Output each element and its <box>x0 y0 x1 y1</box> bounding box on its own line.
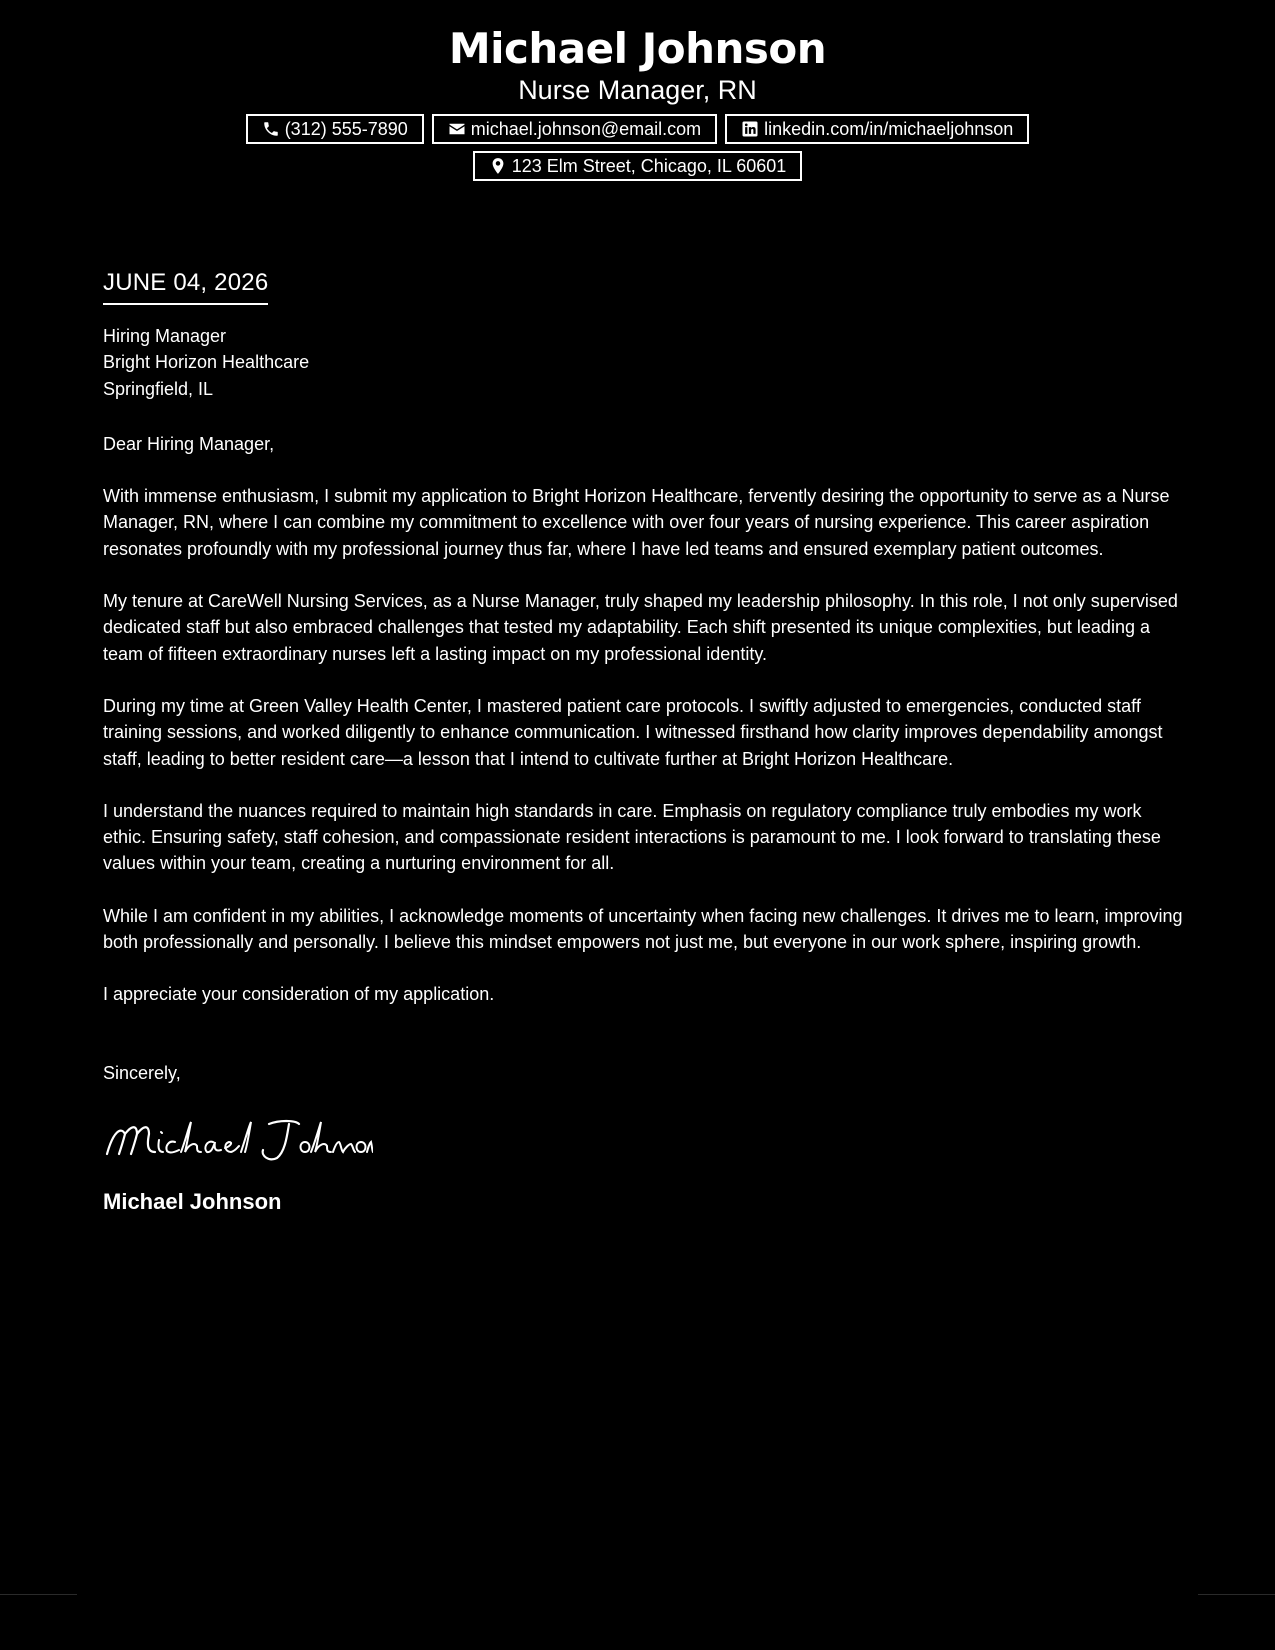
signer-name: Michael Johnson <box>103 1188 282 1214</box>
phone-chip <box>246 114 424 144</box>
address-text: 123 Elm Street, Chicago, IL 60601 <box>511 156 787 176</box>
letter-paragraph: My tenure at CareWell Nursing Services, as a Nurse Manager, truly shaped my leadership philosophy. In this role, I not only supervised dedicated staff but also embraced challenges that tested my adaptability. Each shift presented its unique complexities, but leading a team of fifteen extraordinary nurses left a lasting impact on my professional identity. <box>103 591 1178 664</box>
letter-header <box>0 24 1275 181</box>
handwritten-signature <box>103 1112 1183 1168</box>
applicant-title: Nurse Manager, RN <box>518 75 757 105</box>
signature-image <box>103 1112 373 1168</box>
phone-icon <box>262 120 280 138</box>
letter-paragraph: I appreciate your consideration of my application. <box>103 984 495 1005</box>
footer-divider-left <box>0 1594 77 1595</box>
envelope-icon <box>448 120 466 138</box>
map-pin-icon <box>489 157 507 175</box>
salutation: Dear Hiring Manager, <box>103 433 275 454</box>
letter-paragraph: During my time at Green Valley Health Center, I mastered patient care protocols. I swiftly adjusted to emergencies, conducted staff training sessions, and worked diligently to enhance communication. I witnessed firsthand how clarity improves dependability amongst staff, leading to better resident care—a lesson that I intend to cultivate further at Bright Horizon Healthcare. <box>103 695 1163 769</box>
footer-divider-right <box>1198 1594 1275 1595</box>
letter-date: JUNE 04, 2026 <box>103 268 268 305</box>
email-text: michael.johnson@email.com <box>470 119 702 139</box>
contact-row <box>0 114 1275 144</box>
linkedin-icon <box>741 120 759 138</box>
letter-body <box>103 268 1183 1216</box>
closing: Sincerely, <box>103 1062 181 1083</box>
letter-paragraph: While I am confident in my abilities, I acknowledge moments of uncertainty when facing new challenges. It drives me to learn, improving both professionally and personally. I believe this mindset empowers not just me, but everyone in our work sphere, inspiring growth. <box>103 905 1183 953</box>
linkedin-text: linkedin.com/in/michaeljohnson <box>764 119 1014 139</box>
letter-paragraph: With immense enthusiasm, I submit my application to Bright Horizon Healthcare, fervently desiring the opportunity to serve as a Nurse Manager, RN, where I can combine my commitment to excellence with over four years of nursing experience. This career aspiration resonates profoundly with my professional journey thus far, where I have led teams and ensured exemplary patient outcomes. <box>103 486 1170 559</box>
recipient-line: Hiring Manager <box>103 326 227 346</box>
letter-paragraph: I understand the nuances required to maintain high standards in care. Emphasis on regulatory compliance truly embodies my work ethic. Ensuring safety, staff cohesion, and compassionate resident interactions is paramount to me. I look forward to translating these values within your team, creating a nurturing environment for all. <box>103 800 1161 874</box>
recipient-line: Bright Horizon Healthcare <box>103 352 310 373</box>
recipient-line: Springfield, IL <box>103 378 214 399</box>
address-row <box>0 151 1275 181</box>
phone-text: (312) 555-7890 <box>284 119 408 139</box>
address-chip <box>473 151 803 181</box>
applicant-name: Michael Johnson <box>448 24 827 73</box>
email-chip <box>432 114 717 144</box>
recipient-block <box>103 323 1183 402</box>
linkedin-chip <box>725 114 1029 144</box>
